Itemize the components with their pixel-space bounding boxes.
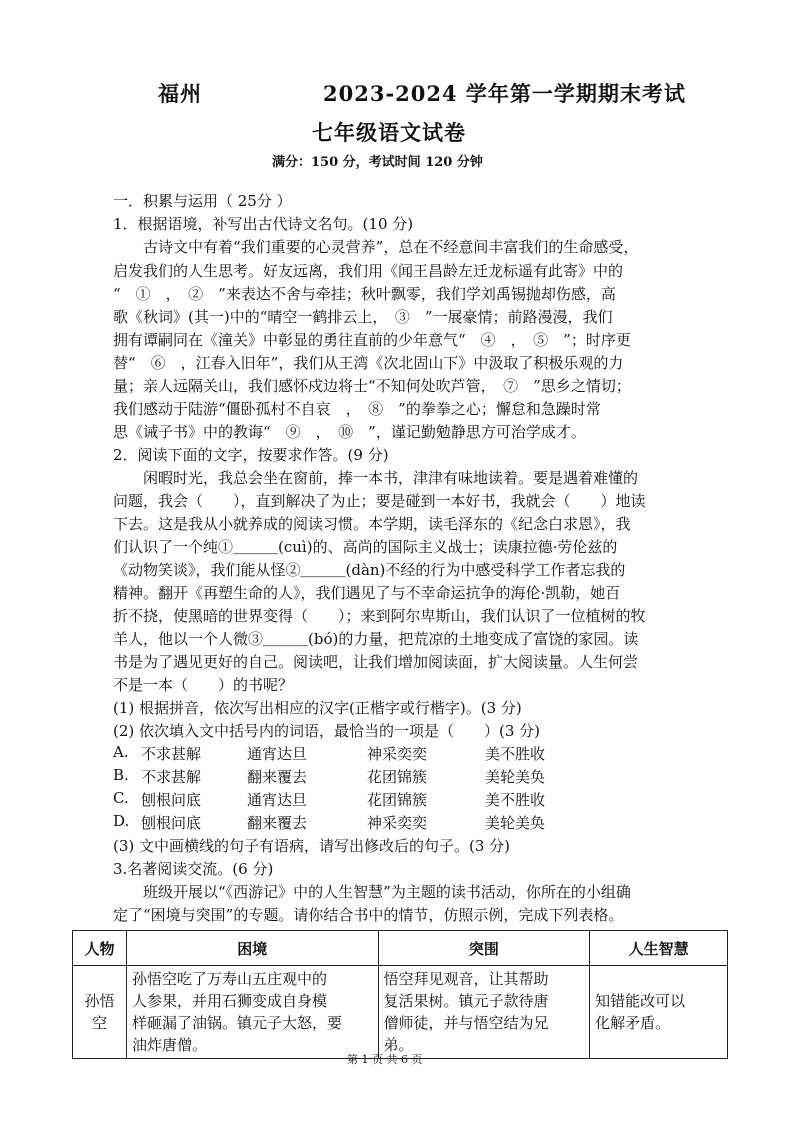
option-word: 神采奕奕 [367, 745, 428, 763]
question-line: 3.名著阅读交流。(6 分) [113, 860, 274, 878]
paper-subtitle: 七年级语文试卷 [312, 120, 466, 145]
table-cell-wisdom [590, 966, 728, 1059]
option-word: 花团锦簇 [367, 791, 428, 809]
question-line: 羊人，他以一个人微③＿＿＿(bó)的力量，把荒凉的土地变成了富饶的家园。读 [113, 630, 639, 648]
question-line: 思《诫子书》中的教诲“ ⑨ ， ⑩ ”，谨记勤勉静思方可治学成才。 [113, 423, 586, 441]
exam-title: 2023-2024 学年第一学期期末考试 [323, 81, 686, 106]
cell-line: 僧师徒，并与悟空结为兄 [383, 1014, 549, 1032]
table-header-row [73, 931, 728, 966]
question-line: 们认识了一个纯①＿＿＿(cuì)的、高尚的国际主义战士；读康拉德·劳伦兹的 [113, 538, 618, 556]
question-line: 问题，我会（ ），直到解决了为止；要是碰到一本好书，我就会（ ）地读 [113, 492, 646, 510]
question-line: 不是一本（ ）的书呢？ [113, 676, 294, 694]
question-line: 班级开展以“《西游记》中的人生智慧”为主题的读书活动，你所在的小组确 [113, 883, 631, 901]
table-header: 困境 [126, 931, 378, 966]
question-line: 定了“困境与突围”的专题。请你结合书中的情节，仿照示例，完成下列表格。 [113, 906, 624, 924]
cell-line: 弟。 [383, 1036, 414, 1054]
option-word: 美不胜收 [485, 745, 546, 763]
option-word: 神采奕奕 [367, 814, 428, 832]
cell-line: 孙悟空吃了万寿山五庄观中的 [131, 970, 327, 988]
option-word: 美轮美奂 [485, 814, 546, 832]
question-line: (3) 文中画横线的句子有语病，请写出修改后的句子。(3 分) [113, 837, 511, 855]
table-header: 突围 [378, 931, 590, 966]
option-word: 刨根问底 [141, 814, 202, 832]
cell-line: 悟空拜见观音，让其帮助 [383, 970, 549, 988]
question-line: 精神。翻开《再塑生命的人》，我们遇见了与不幸命运抗争的海伦·凯勒，她百 [113, 584, 621, 602]
question-line: 折不挠，使黑暗的世界变得（ ）；来到阿尔卑斯山，我们认识了一位植树的牧 [113, 607, 646, 625]
question-line: 书是为了遇见更好的自己。阅读吧，让我们增加阅读面，扩大阅读量。人生何尝 [113, 653, 639, 671]
option-word: 美不胜收 [485, 791, 546, 809]
table-header: 人生智慧 [590, 931, 728, 966]
question-line: 启发我们的人生思考。好友远离，我们用《闻王昌龄左迁龙标遥有此寄》中的 [113, 262, 624, 280]
question-line: 1．根据语境，补写出古代诗文名句。(10 分) [113, 215, 414, 233]
option-word: 不求甚解 [141, 768, 202, 786]
section-heading: 一．积累与运用（ 25分 ） [113, 192, 292, 210]
reading-table [72, 930, 728, 1059]
question-line: “ ① ， ② ”来表达不舍与牵挂；秋叶飘零，我们学刘禹锡抛却伤感，高 [113, 285, 616, 303]
cell-line: 知错能改可以 [595, 992, 686, 1010]
question-line: 闲暇时光，我总会坐在窗前，捧一本书，津津有味地读着。要是遇着难懂的 [113, 469, 639, 487]
table-header: 人物 [73, 931, 127, 966]
question-line: (2) 依次填入文中括号内的词语，最恰当的一项是（ ）(3 分) [113, 722, 541, 740]
question-line: 《动物笑谈》，我们能从怪②＿＿＿(dàn)不经的行为中感受科学工作者忘我的 [113, 561, 626, 579]
option-letter: B. [113, 766, 129, 784]
option-letter: A. [113, 743, 129, 761]
option-letter: C. [113, 789, 129, 807]
cell-line: 人参果，并用石狮变成自身模 [131, 992, 327, 1010]
table-row [73, 966, 728, 1059]
question-line: 替“ ⑥ ，江春入旧年”，我们从王湾《次北固山下》中汲取了积极乐观的力 [113, 354, 624, 372]
question-line: 2．阅读下面的文字，按要求作答。(9 分) [113, 446, 389, 464]
option-word: 通宵达旦 [247, 745, 308, 763]
region-label: 福州 [158, 81, 202, 106]
option-word: 翻来覆去 [247, 814, 308, 832]
cell-line: 化解矛盾。 [595, 1014, 671, 1032]
option-word: 通宵达旦 [247, 791, 308, 809]
table-cell-dilemma [126, 966, 378, 1059]
option-word: 美轮美奂 [485, 768, 546, 786]
option-word: 花团锦簇 [367, 768, 428, 786]
option-word: 不求甚解 [141, 745, 202, 763]
table-cell-breakout [378, 966, 590, 1059]
question-line: 量；亲人远隔关山，我们感怀戍边将士“不知何处吹芦管， ⑦ ”思乡之情切； [113, 377, 631, 395]
score-info: 满分：150 分，考试时间 120 分钟 [272, 155, 483, 170]
cell-line: 样砸漏了油锅。镇元子大怒，要 [131, 1014, 342, 1032]
page-footer: 第 1 页 共 6 页 [347, 1053, 423, 1066]
question-line: (1) 根据拼音，依次写出相应的汉字(正楷字或行楷字)。(3 分) [113, 699, 522, 717]
cell-line: 油炸唐僧。 [131, 1036, 207, 1054]
table-cell-person: 孙悟空 [73, 966, 127, 1059]
option-word: 刨根问底 [141, 791, 202, 809]
question-line: 拥有谭嗣同在《潼关》中彰显的勇往直前的少年意气“ ④ ， ⑤ ”；时序更 [113, 331, 631, 349]
option-letter: D. [113, 812, 130, 830]
option-word: 翻来覆去 [247, 768, 308, 786]
question-line: 歌《秋词》(其一)中的“晴空一鹤排云上， ③ ”一展豪情；前路漫漫，我们 [113, 308, 613, 326]
question-line: 下去。这是我从小就养成的阅读习惯。本学期，读毛泽东的《纪念白求恩》，我 [113, 515, 631, 533]
question-line: 我们感动于陆游“僵卧孤村不自哀 ， ⑧ ”的拳拳之心；懈怠和急躁时常 [113, 400, 601, 418]
cell-line: 复活果树。镇元子款待唐 [383, 992, 549, 1010]
question-line: 古诗文中有着“我们重要的心灵营养”，总在不经意间丰富我们的生命感受， [113, 238, 639, 256]
